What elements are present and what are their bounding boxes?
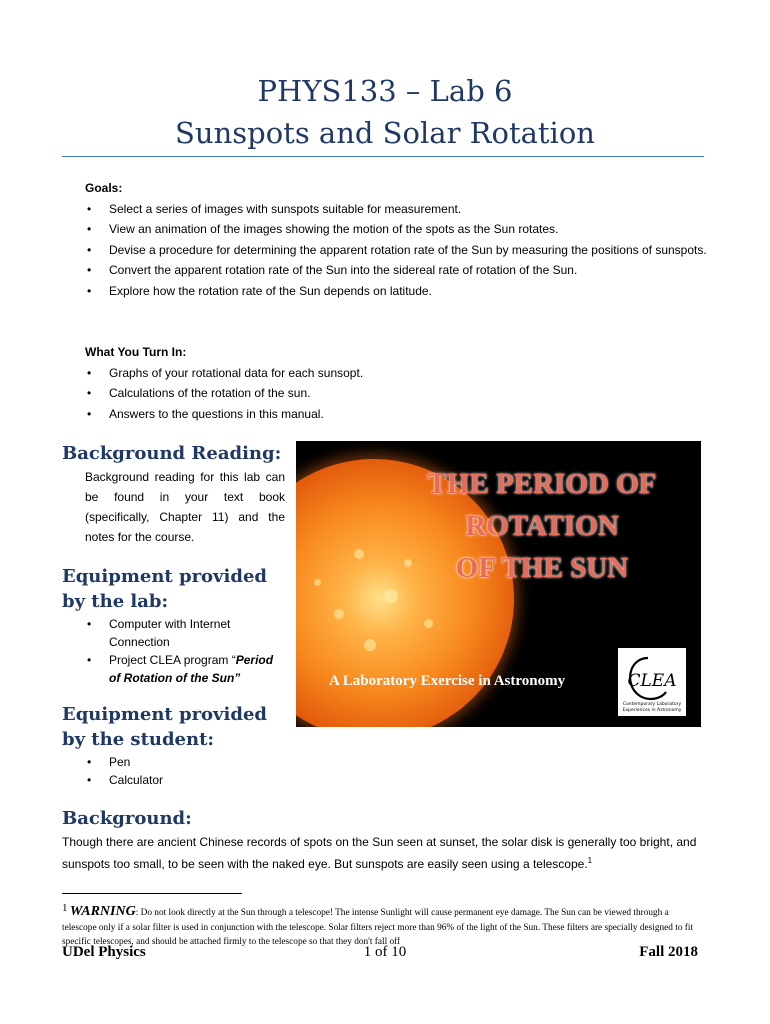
- equipment-lab-list: [85, 616, 285, 688]
- list-item: • Convert the apparent rotation rate of the Sun into the sidereal rate of rotation of the Sun.: [85, 260, 707, 281]
- clea-logo-icon: [618, 648, 686, 716]
- turn-in-label: What You Turn In:: [85, 345, 187, 359]
- footer-left: UDel Physics: [62, 944, 146, 960]
- svg-text:CLEA: CLEA: [627, 671, 677, 691]
- title-divider: [62, 156, 704, 157]
- background-text: Though there are ancient Chinese records of spots on the Sun seen at sunset, the solar disk is generally too bright, and sunspots too small, to be seen with the naked eye. But sunspots are easily seen using a telescope.$^1$: [62, 835, 697, 871]
- list-item: • Computer with Internet Connection: [85, 616, 285, 651]
- background-heading: Background:: [62, 808, 192, 829]
- footer-right: Fall 2018: [639, 944, 698, 960]
- footnote: $^1$ WARNING: Do not look directly at the Sun through a telescope! The intense Sunlight will cause permanent eye damage. The Sun can be viewed through a telescope only if a solar filter is used in conjunction with the telescope. Solar filters reject more than 96% of the light of the Sun. These filters are specially designed to fit specific telescopes, and should be attached firmly to the telescope so that they don't fall off: [62, 902, 694, 948]
- list-item: • Devise a procedure for determining the apparent rotation rate of the Sun by measuring the positions of sunspots.: [85, 240, 707, 261]
- goals-list: [85, 199, 707, 302]
- program-name: Period of Rotation of the Sun”: [109, 653, 274, 685]
- list-item: • Select a series of images with sunspots suitable for measurement.: [85, 199, 707, 220]
- page-subtitle: Sunspots and Solar Rotation: [175, 116, 595, 150]
- svg-text:Contemporary Laboratory: Contemporary Laboratory: [622, 702, 682, 707]
- list-item: [85, 652, 285, 687]
- list-item: • Calculator: [85, 771, 285, 789]
- background-reading-heading: Background Reading:: [62, 443, 282, 464]
- page-number: 1 of 10: [363, 944, 407, 960]
- list-item: • Graphs of your rotational data for each sunsopt.: [85, 363, 707, 384]
- list-item: • Explore how the rotation rate of the Sun depends on latitude.: [85, 281, 707, 302]
- clea-logo: [618, 648, 686, 716]
- program-prefix: Project CLEA program “: [109, 653, 236, 667]
- goals-label: Goals:: [85, 181, 123, 195]
- background-reading-text: Background reading for this lab can be found in your text book (specifically, Chapter 11) and the notes for the course.: [85, 470, 285, 544]
- footnote-divider: [62, 893, 242, 894]
- cover-image: [296, 441, 701, 727]
- page-title: PHYS133 – Lab 6: [257, 74, 513, 108]
- goals-section: [85, 178, 707, 302]
- equipment-lab-heading: Equipment provided by the lab:: [62, 566, 267, 612]
- cover-title: THE PERIOD OF ROTATION OF THE SUN: [427, 468, 657, 584]
- list-item: • Calculations of the rotation of the sun.: [85, 383, 707, 404]
- turn-in-list: [85, 363, 707, 425]
- list-item: • Pen: [85, 753, 285, 771]
- equipment-student-list: [85, 753, 285, 789]
- list-item: • View an animation of the images showing the motion of the spots as the Sun rotates.: [85, 219, 707, 240]
- list-item: • Answers to the questions in this manual.: [85, 404, 707, 425]
- svg-text:Experiences in Astronomy: Experiences in Astronomy: [622, 708, 682, 713]
- turn-in-section: [85, 342, 707, 424]
- equipment-student-heading: Equipment provided by the student:: [62, 704, 267, 750]
- cover-subtitle: A Laboratory Exercise in Astronomy: [329, 673, 566, 689]
- footnote-ref: 1: [587, 855, 593, 865]
